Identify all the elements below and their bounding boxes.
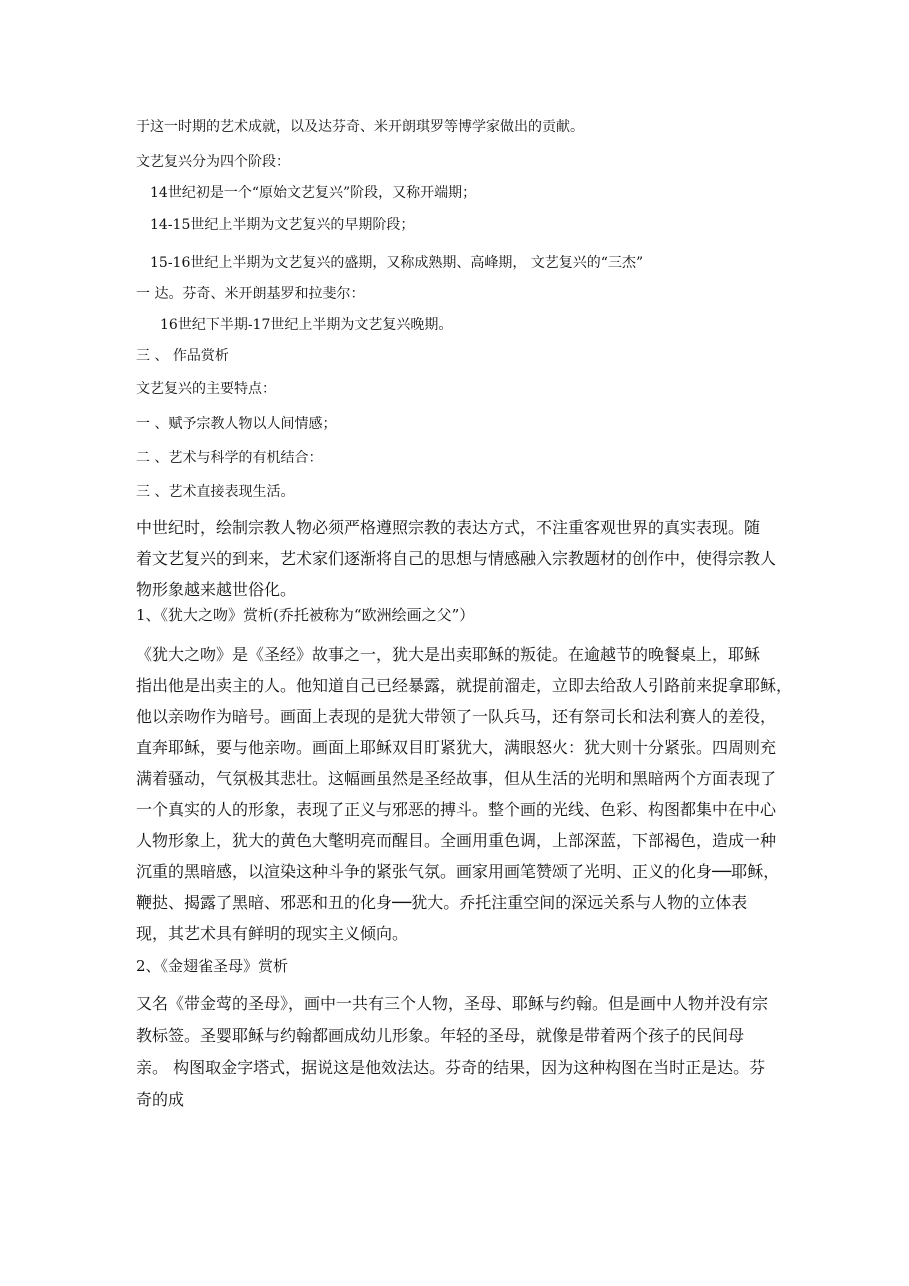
paragraph-line: 奇的成: [136, 1090, 185, 1109]
paragraph-line: 物形象越来越世俗化。: [136, 580, 297, 599]
paragraph-line: 沉重的黑暗感，以渲染这种斗争的紧张气氛。画家用画笔赞颂了光明、正义的化身──耶稣，: [136, 862, 780, 881]
text-line: 于这一时期的艺术成就，以及达芬奇、米开朗琪罗等博学家做出的贡献。: [136, 119, 584, 135]
paragraph-line: 鞭挞、揭露了黑暗、邪恶和丑的化身──犹大。乔托注重空间的深远关系与人物的立体表: [136, 893, 748, 912]
subheading-goldfinch-madonna: 2、《金翅雀圣母》赏析: [136, 957, 289, 975]
paragraph-judas-kiss: [136, 639, 793, 949]
text-line: 14-15世纪上半期为文艺复兴的早期阶段；: [150, 217, 415, 233]
list-item: 二 、艺术与科学的有机结合：: [136, 450, 323, 466]
paragraph-line: 亲。 构图取金字塔式，据说这是他效法达。芬奇的结果，因为这种构图在当时正是达。芬: [136, 1058, 766, 1077]
text-line: 16世纪下半期-17世纪上半期为文艺复兴晚期。: [160, 317, 453, 333]
paragraph-line: 指出他是出卖主的人。他知道自己已经暴露，就提前溜走，立即去给敌人引路前来捉拿耶稣，: [136, 676, 793, 695]
paragraph-medieval: [136, 512, 776, 605]
paragraph-line: 直奔耶稣，要与他亲吻。画面上耶稣双目盯紧犹大，满眼怒火：犹大则十分紧张。四周则充: [136, 738, 777, 757]
paragraph-line: 现，其艺术具有鲜明的现实主义倾向。: [136, 924, 409, 943]
paragraph-line: 满着骚动，气氛极其悲壮。这幅画虽然是圣经故事，但从生活的光明和黑暗两个方面表现了: [136, 769, 777, 788]
subheading-judas-kiss: 1、《犹大之吻》赏析(乔托被称为“欧洲绘画之父”）: [136, 606, 475, 624]
text-line: 文艺复兴分为四个阶段：: [136, 154, 290, 170]
text-line: 15-16世纪上半期为文艺复兴的盛期，又称成熟期、高峰期， 文艺复兴的“三杰”: [150, 255, 644, 271]
paragraph-line: 教标签。圣婴耶稣与约翰都画成幼儿形象。年轻的圣母，就像是带着两个孩子的民间母: [136, 1026, 745, 1045]
paragraph-line: 着文艺复兴的到来，艺术家们逐渐将自己的思想与情感融入宗教题材的创作中，使得宗教人: [136, 549, 777, 568]
paragraph-line: 又名《带金莺的圣母》，画中一共有三个人物，圣母、耶稣与约翰。但是画中人物并没有宗: [136, 994, 769, 1013]
list-item: 三 、艺术直接表现生活。: [136, 484, 295, 500]
paragraph-line: 中世纪时，绘制宗教人物必须严格遵照宗教的表达方式，不注重客观世界的真实表现。随: [136, 518, 761, 537]
paragraph-line: 《犹大之吻》是《圣经》故事之一，犹大是出卖耶稣的叛徒。在逾越节的晚餐桌上，耶稣: [136, 645, 761, 664]
paragraph-line: 他以亲吻作为暗号。画面上表现的是犹大带领了一队兵马，还有祭司长和法利赛人的差役，: [136, 707, 777, 726]
text-line: 一 达。芬奇、米开朗基罗和拉斐尔：: [136, 286, 365, 302]
section-heading: 三 、 作品赏析: [136, 348, 229, 364]
paragraph-line: 人物形象上，犹大的黄色大氅明亮而醒目。全画用重色调，上部深蓝，下部褐色，造成一种: [136, 831, 777, 850]
list-item: 一 、赋予宗教人物以人间情感；: [136, 416, 337, 432]
paragraph-line: 一个真实的人的形象，表现了正义与邪恶的搏斗。整个画的光线、色彩、构图都集中在中心: [136, 800, 777, 819]
text-line: 14世纪初是一个“原始文艺复兴”阶段，又称开端期；: [150, 185, 477, 201]
text-line: 文艺复兴的主要特点：: [136, 381, 276, 397]
paragraph-goldfinch-madonna: [136, 988, 776, 1116]
